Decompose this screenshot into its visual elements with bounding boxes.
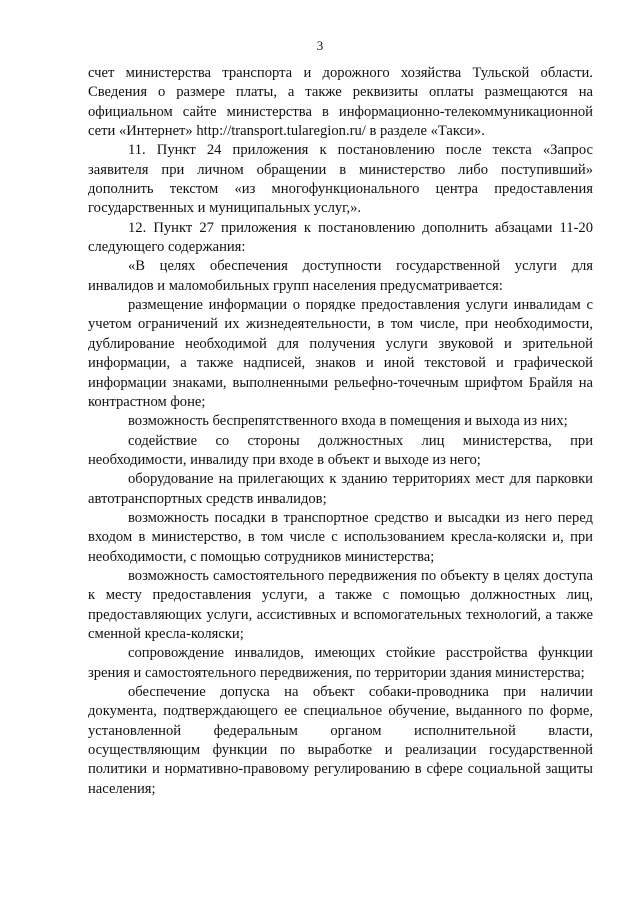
page-number: 3 <box>316 38 324 53</box>
paragraph-boarding: возможность посадки в транспортное средство и высадки из него перед входом в министерство, в том числе с использованием кресла-коляски и, при необходимости, с помощью сотрудников министерства; <box>88 509 593 565</box>
document-body <box>88 64 593 799</box>
paragraph-parking: оборудование на прилегающих к зданию территориях мест для парковки автотранспортных средств инвалидов; <box>88 471 593 507</box>
paragraph-staff-assistance: содействие со стороны должностных лиц министерства, при необходимости, инвалиду при входе в объект и выходе из него; <box>88 432 593 468</box>
paragraph-free-entry: возможность беспрепятственного входа в помещения и выхода из них; <box>128 413 568 430</box>
paragraph-item-11: 11. Пункт 24 приложения к постановлению после текста «Запрос заявителя при личном обращении в министерство либо поступивший» дополнить текстом «из многофункционального центра предоставления государственных и муниципальных услуг,». <box>88 142 593 217</box>
paragraph-self-movement: возможность самостоятельного передвижения по объекту в целях доступа к месту предоставления услуги, а также с помощью должностных лиц, предоставляющих услуги, ассистивных и вспомогательных технологий, а также сменной кресла-коляски; <box>88 567 593 642</box>
paragraph-quote-intro: «В целях обеспечения доступности государственной услуги для инвалидов и маломобильных групп населения предусматривается: <box>88 258 593 294</box>
paragraph-continuation: счет министерства транспорта и дорожного хозяйства Тульской области. Сведения о размере платы, а также реквизиты оплаты размещаются на официальном сайте министерства в информационно-телекоммуникационной сети «Интернет» http://transport.tularegion.ru/ в разделе «Такси». <box>88 65 593 140</box>
paragraph-guide-dog: обеспечение допуска на объект собаки-проводника при наличии документа, подтверждающего ее специальное обучение, выданного по форме, установленной федеральным органом исполнительной власти, осуществляющим функции по выработке и реализации государственной политики и нормативно-правовому регулированию в сфере социальной защиты населения; <box>88 684 593 797</box>
paragraph-escort: сопровождение инвалидов, имеющих стойкие расстройства функции зрения и самостоятельного передвижения, по территории здания министерства; <box>88 645 593 681</box>
paragraph-braille-info: размещение информации о порядке предоставления услуги инвалидам с учетом ограничений их жизнедеятельности, в том числе, при необходимости, дублирование необходимой для получения услуги звуковой и зрительной информации, а также надписей, знаков и иной текстовой и графической информации знаками, выполненными рельефно-точечным шрифтом Брайля на контрастном фоне; <box>88 297 593 410</box>
paragraph-item-12: 12. Пункт 27 приложения к постановлению дополнить абзацами 11-20 следующего содержания: <box>88 219 593 256</box>
